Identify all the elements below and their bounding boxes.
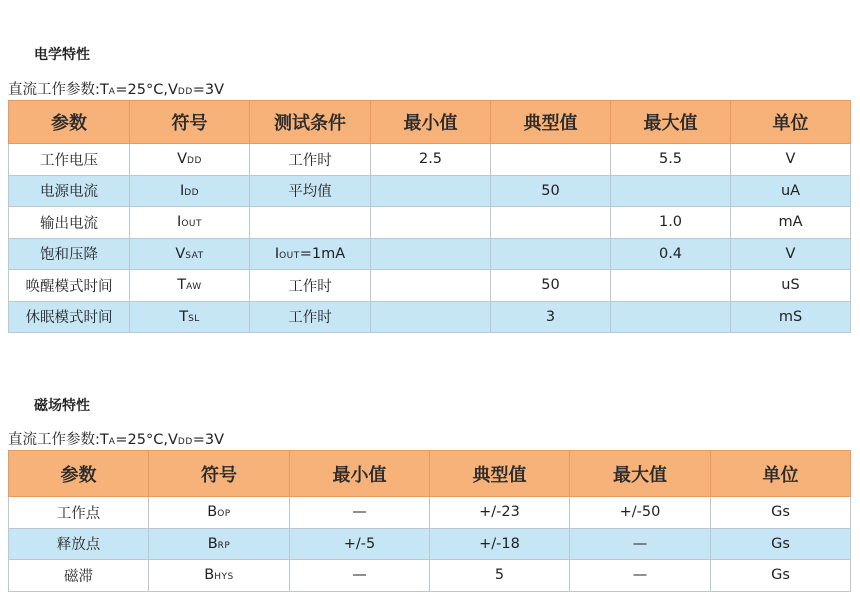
cell-typ: 5: [430, 560, 570, 592]
table-row: [9, 528, 851, 560]
cell-min: [371, 270, 491, 302]
cell-symbol: VDD: [130, 144, 250, 176]
cell-param: 工作点: [9, 497, 149, 529]
cell-max: +/-50: [570, 497, 711, 529]
cell-param: 磁滞: [9, 560, 149, 592]
cell-typ: 50: [491, 270, 611, 302]
cell-symbol: BOP: [149, 497, 290, 529]
header-max: 最大值: [570, 451, 711, 497]
table-row: [9, 238, 851, 270]
section-title-magnetic: 磁场特性: [34, 398, 90, 414]
header-typ: 典型值: [491, 101, 611, 144]
cell-param: 电源电流: [9, 175, 130, 207]
cell-max: [611, 175, 731, 207]
cell-max: 1.0: [611, 207, 731, 239]
cell-max: [611, 301, 731, 333]
cell-symbol: IDD: [130, 175, 250, 207]
cell-typ: +/-18: [430, 528, 570, 560]
table-row: [9, 497, 851, 529]
cell-min: [371, 238, 491, 270]
cell-param: 休眠模式时间: [9, 301, 130, 333]
cell-unit: Gs: [711, 497, 851, 529]
header-symbol: 符号: [130, 101, 250, 144]
cell-typ: [491, 207, 611, 239]
cell-min: +/-5: [290, 528, 430, 560]
magnetic-characteristics-table: [8, 450, 851, 592]
cell-max: [611, 270, 731, 302]
header-typ: 典型值: [430, 451, 570, 497]
header-test-condition: 测试条件: [250, 101, 371, 144]
header-unit: 单位: [731, 101, 851, 144]
electrical-test-condition: 直流工作参数:TA=25°C,VDD=3V: [8, 82, 225, 98]
cell-unit: uA: [731, 175, 851, 207]
cell-symbol: IOUT: [130, 207, 250, 239]
cell-condition: 工作时: [250, 144, 371, 176]
table-row: [9, 175, 851, 207]
cell-min: —: [290, 497, 430, 529]
cell-max: 0.4: [611, 238, 731, 270]
cell-unit: mS: [731, 301, 851, 333]
cell-typ: 3: [491, 301, 611, 333]
cell-min: [371, 175, 491, 207]
cell-condition: 工作时: [250, 270, 371, 302]
cell-condition: 平均值: [250, 175, 371, 207]
cell-symbol: VSAT: [130, 238, 250, 270]
cell-typ: 50: [491, 175, 611, 207]
cell-typ: [491, 238, 611, 270]
cell-condition: 工作时: [250, 301, 371, 333]
electrical-characteristics-table: [8, 100, 851, 333]
header-max: 最大值: [611, 101, 731, 144]
header-min: 最小值: [371, 101, 491, 144]
cell-param: 释放点: [9, 528, 149, 560]
cell-param: 输出电流: [9, 207, 130, 239]
cell-min: 2.5: [371, 144, 491, 176]
header-unit: 单位: [711, 451, 851, 497]
cell-unit: Gs: [711, 560, 851, 592]
table-header-row: [9, 101, 851, 144]
magnetic-test-condition: 直流工作参数:TA=25°C,VDD=3V: [8, 432, 225, 448]
cell-param: 唤醒模式时间: [9, 270, 130, 302]
header-param: 参数: [9, 101, 130, 144]
table-row: [9, 301, 851, 333]
header-symbol: 符号: [149, 451, 290, 497]
cell-condition: IOUT=1mA: [250, 238, 371, 270]
cell-symbol: BRP: [149, 528, 290, 560]
cell-typ: +/-23: [430, 497, 570, 529]
cell-min: [371, 207, 491, 239]
cell-typ: [491, 144, 611, 176]
cell-max: 5.5: [611, 144, 731, 176]
cell-min: [371, 301, 491, 333]
cell-param: 工作电压: [9, 144, 130, 176]
cell-symbol: BHYS: [149, 560, 290, 592]
cell-param: 饱和压降: [9, 238, 130, 270]
cell-max: —: [570, 528, 711, 560]
cell-min: —: [290, 560, 430, 592]
header-param: 参数: [9, 451, 149, 497]
cell-condition: [250, 207, 371, 239]
cell-unit: V: [731, 144, 851, 176]
cell-unit: V: [731, 238, 851, 270]
cell-max: —: [570, 560, 711, 592]
table-row: [9, 270, 851, 302]
cell-unit: Gs: [711, 528, 851, 560]
cell-unit: uS: [731, 270, 851, 302]
cell-symbol: TSL: [130, 301, 250, 333]
cell-unit: mA: [731, 207, 851, 239]
table-header-row: [9, 451, 851, 497]
table-row: [9, 144, 851, 176]
cell-symbol: TAW: [130, 270, 250, 302]
section-title-electrical: 电学特性: [34, 47, 90, 63]
header-min: 最小值: [290, 451, 430, 497]
table-row: [9, 207, 851, 239]
table-row: [9, 560, 851, 592]
